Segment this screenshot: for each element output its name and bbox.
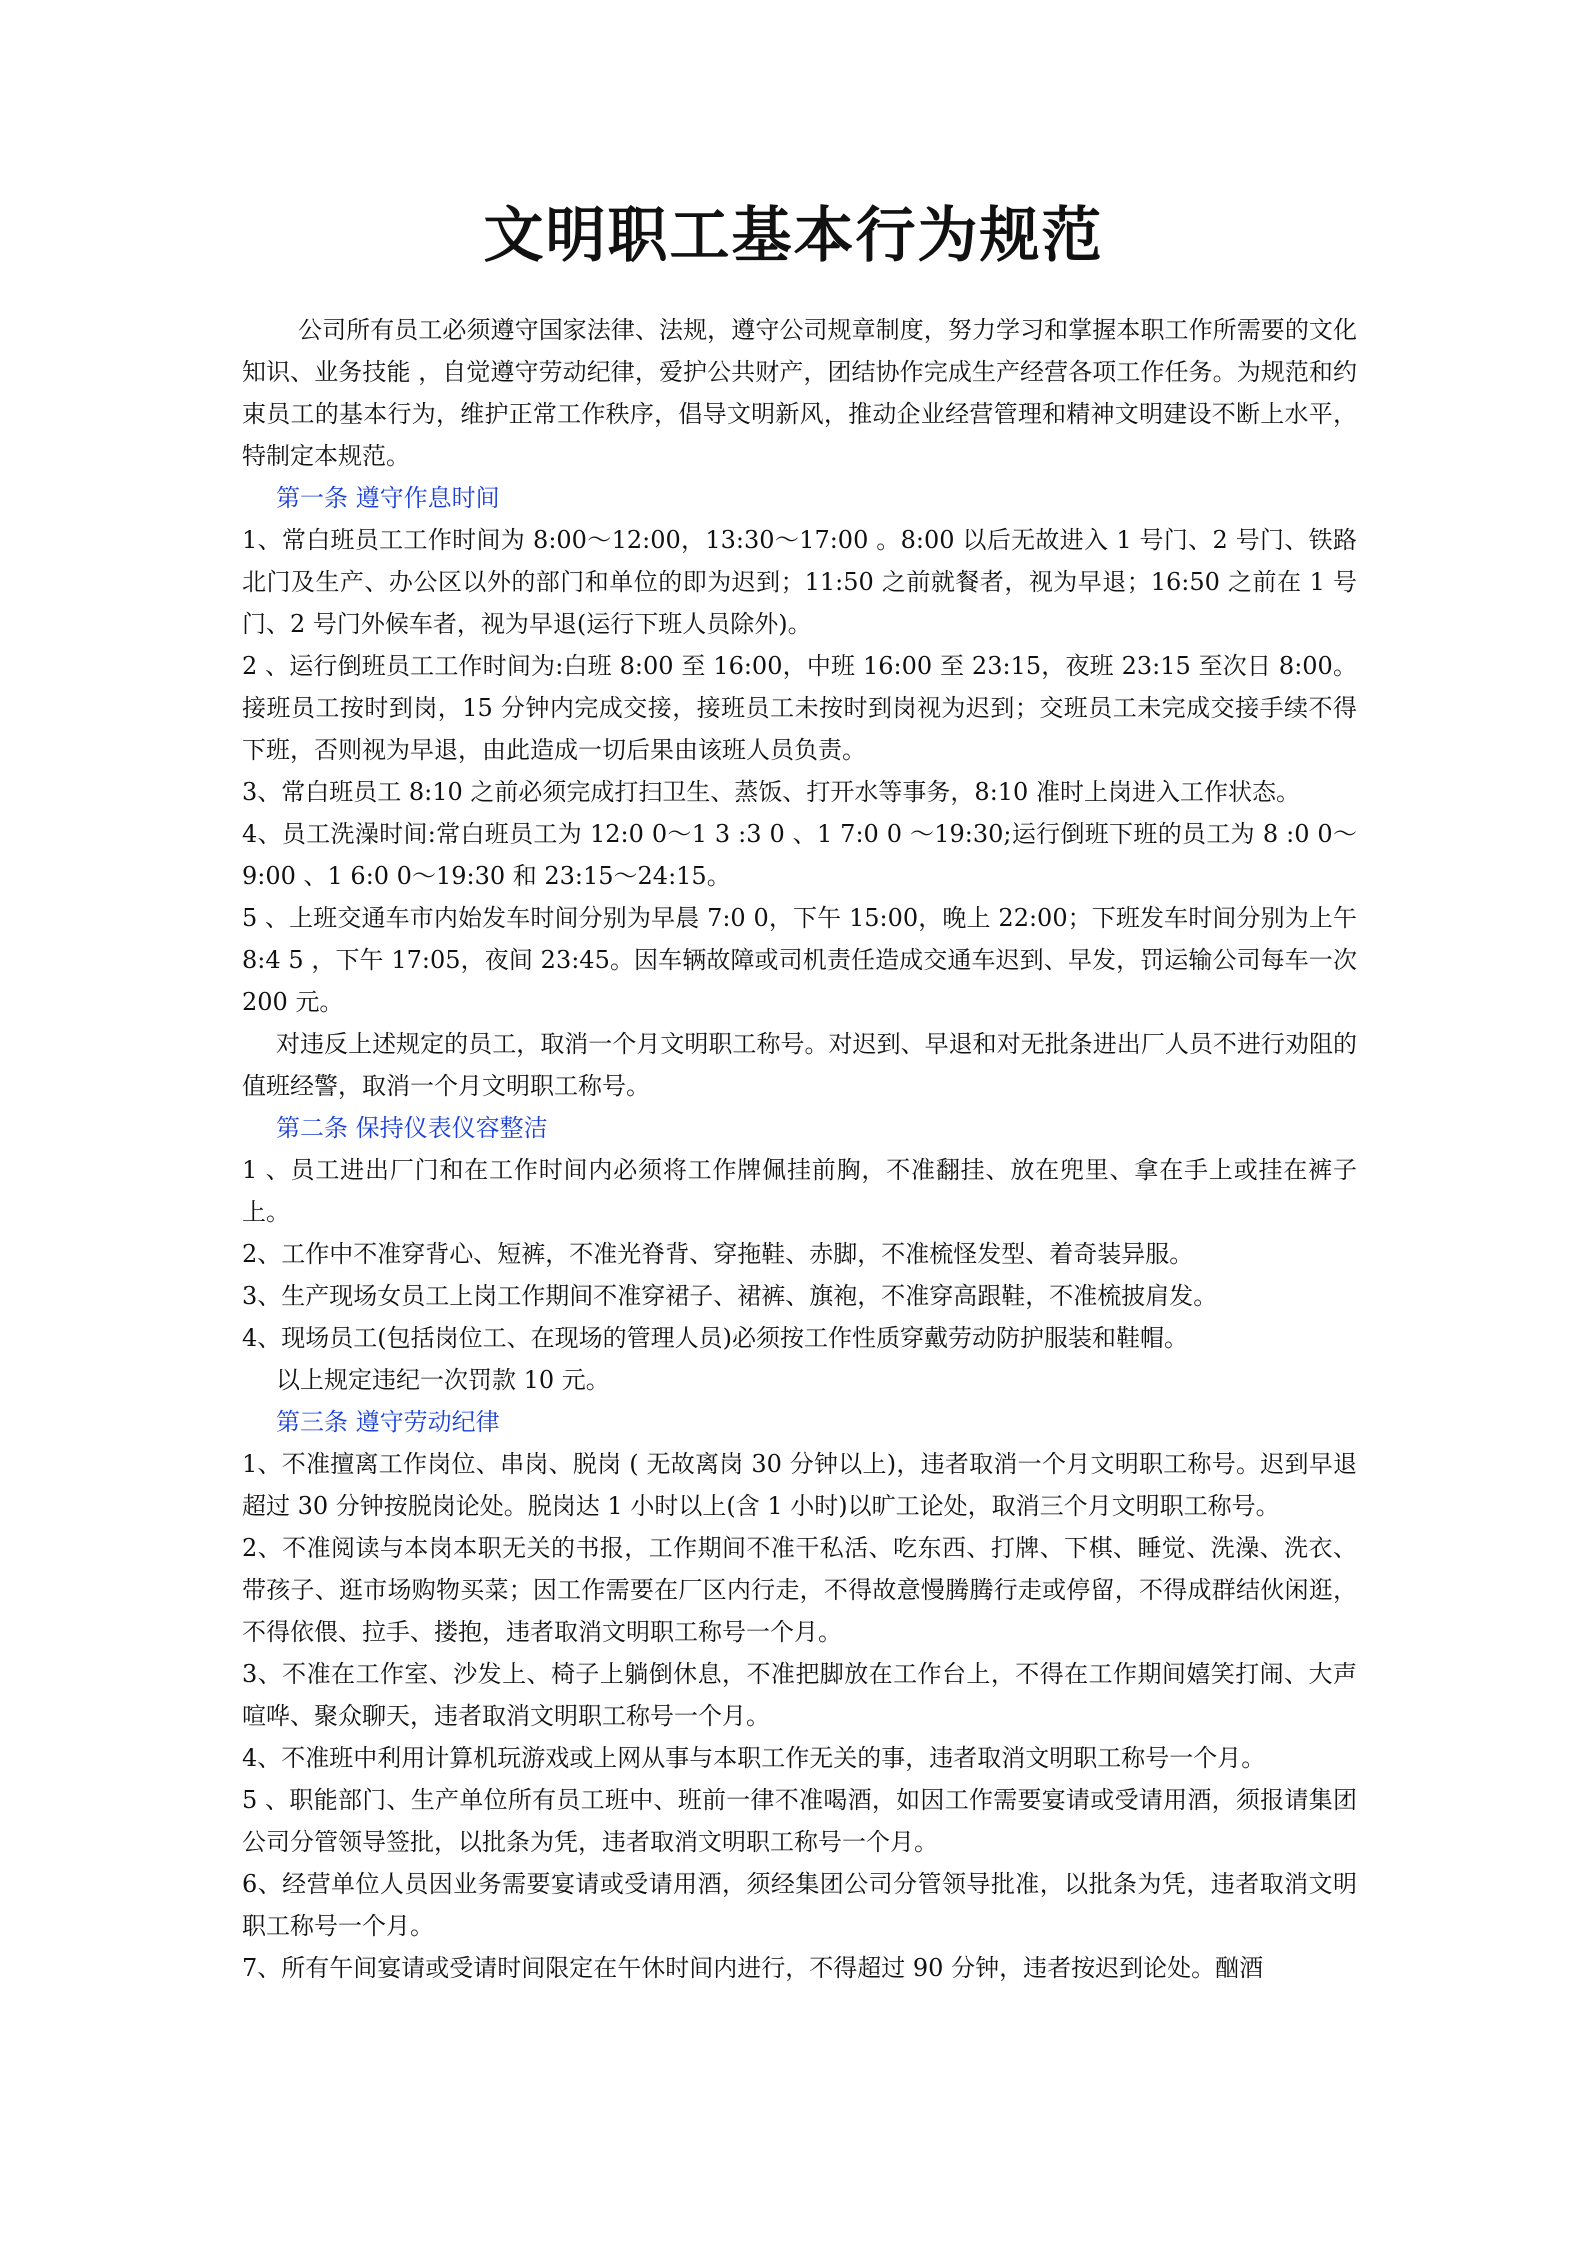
document-title: 文明职工基本行为规范: [483, 201, 1104, 271]
clause-item: 5 、职能部门、生产单位所有员工班中、班前一律不准喝酒，如因工作需要宴请或受请用酒，须报请集团公司分管领导签批，以批条为凭，违者取消文明职工称号一个月。: [242, 1786, 1357, 1856]
section-note: 以上规定违纪一次罚款 10 元。: [276, 1366, 610, 1394]
document-body: [242, 309, 1357, 1989]
clause-item: 3、生产现场女员工上岗工作期间不准穿裙子、裙裤、旗袍，不准穿高跟鞋，不准梳披肩发。: [242, 1282, 1218, 1310]
clause-item: 7、所有午间宴请或受请时间限定在午休时间内进行，不得超过 90 分钟，违者按迟到论处。酗酒: [242, 1954, 1264, 1982]
section-heading: 第三条 遵守劳动纪律: [276, 1408, 500, 1436]
clause-item: 2、工作中不准穿背心、短裤，不准光脊背、穿拖鞋、赤脚，不准梳怪发型、着奇装异服。: [242, 1240, 1194, 1268]
clause-item: 2、不准阅读与本岗本职无关的书报，工作期间不准干私活、吃东西、打牌、下棋、睡觉、洗澡、洗衣、带孩子、逛市场购物买菜；因工作需要在厂区内行走，不得故意慢腾腾行走或停留，不得成群结伙闲逛，不得依偎、拉手、搂抱，违者取消文明职工称号一个月。: [242, 1534, 1357, 1646]
clause-item: 1、常白班员工工作时间为 8:00～12:00，13:30～17:00 。8:00 以后无故进入 1 号门、2 号门、铁路北门及生产、办公区以外的部门和单位的即为迟到；11:50 之前就餐者，视为早退；16:50 之前在 1 号门、2 号门外候车者，视为早退(运行下班人员除外)。: [242, 526, 1357, 638]
clause-item: 4、现场员工(包括岗位工、在现场的管理人员)必须按工作性质穿戴劳动防护服装和鞋帽。: [242, 1324, 1188, 1352]
section-heading: 第一条 遵守作息时间: [276, 484, 500, 512]
clause-item: 6、经营单位人员因业务需要宴请或受请用酒，须经集团公司分管领导批准，以批条为凭，违者取消文明职工称号一个月。: [242, 1870, 1357, 1940]
clause-item: 2 、运行倒班员工工作时间为:白班 8:00 至 16:00，中班 16:00 至 23:15，夜班 23:15 至次日 8:00。接班员工按时到岗，15 分钟内完成交接，接班员工未按时到岗视为迟到；交班员工未完成交接手续不得下班，否则视为早退，由此造成一切后果由该班人员负责。: [242, 652, 1357, 764]
clause-item: 4、员工洗澡时间:常白班员工为 12:0 0～1 3 :3 0 、1 7:0 0 ～19:30;运行倒班下班的员工为 8 :0 0～9:00 、1 6:0 0～19:30 和 23:15～24:15。: [242, 820, 1357, 890]
clause-item: 1 、员工进出厂门和在工作时间内必须将工作牌佩挂前胸，不准翻挂、放在兜里、拿在手上或挂在裤子上。: [242, 1156, 1357, 1226]
section-note: 对违反上述规定的员工，取消一个月文明职工称号。对迟到、早退和对无批条进出厂人员不进行劝阻的值班经警，取消一个月文明职工称号。: [242, 1030, 1357, 1100]
section-heading: 第二条 保持仪表仪容整洁: [276, 1114, 548, 1142]
clause-item: 4、不准班中利用计算机玩游戏或上网从事与本职工作无关的事，违者取消文明职工称号一个月。: [242, 1744, 1266, 1772]
intro-paragraph: 公司所有员工必须遵守国家法律、法规，遵守公司规章制度，努力学习和掌握本职工作所需要的文化知识、业务技能 ，自觉遵守劳动纪律，爱护公共财产，团结协作完成生产经营各项工作任务。为规范和约束员工的基本行为，维护正常工作秩序，倡导文明新风，推动企业经营管理和精神文明建设不断上水平，特制定本规范。: [242, 316, 1357, 470]
clause-item: 5 、上班交通车市内始发车时间分别为早晨 7:0 0，下午 15:00，晚上 22:00；下班发车时间分别为上午 8:4 5 ，下午 17:05，夜间 23:45。因车辆故障或司机责任造成交通车迟到、早发，罚运输公司每车一次 200 元。: [242, 904, 1357, 1016]
clause-item: 1、不准擅离工作岗位、串岗、脱岗 ( 无故离岗 30 分钟以上)，违者取消一个月文明职工称号。迟到早退超过 30 分钟按脱岗论处。脱岗达 1 小时以上(含 1 小时)以旷工论处，取消三个月文明职工称号。: [242, 1450, 1357, 1520]
clause-item: 3、常白班员工 8:10 之前必须完成打扫卫生、蒸饭、打开水等事务，8:10 准时上岗进入工作状态。: [242, 778, 1300, 806]
clause-item: 3、不准在工作室、沙发上、椅子上躺倒休息，不准把脚放在工作台上，不得在工作期间嬉笑打闹、大声喧哗、聚众聊天，违者取消文明职工称号一个月。: [242, 1660, 1357, 1730]
